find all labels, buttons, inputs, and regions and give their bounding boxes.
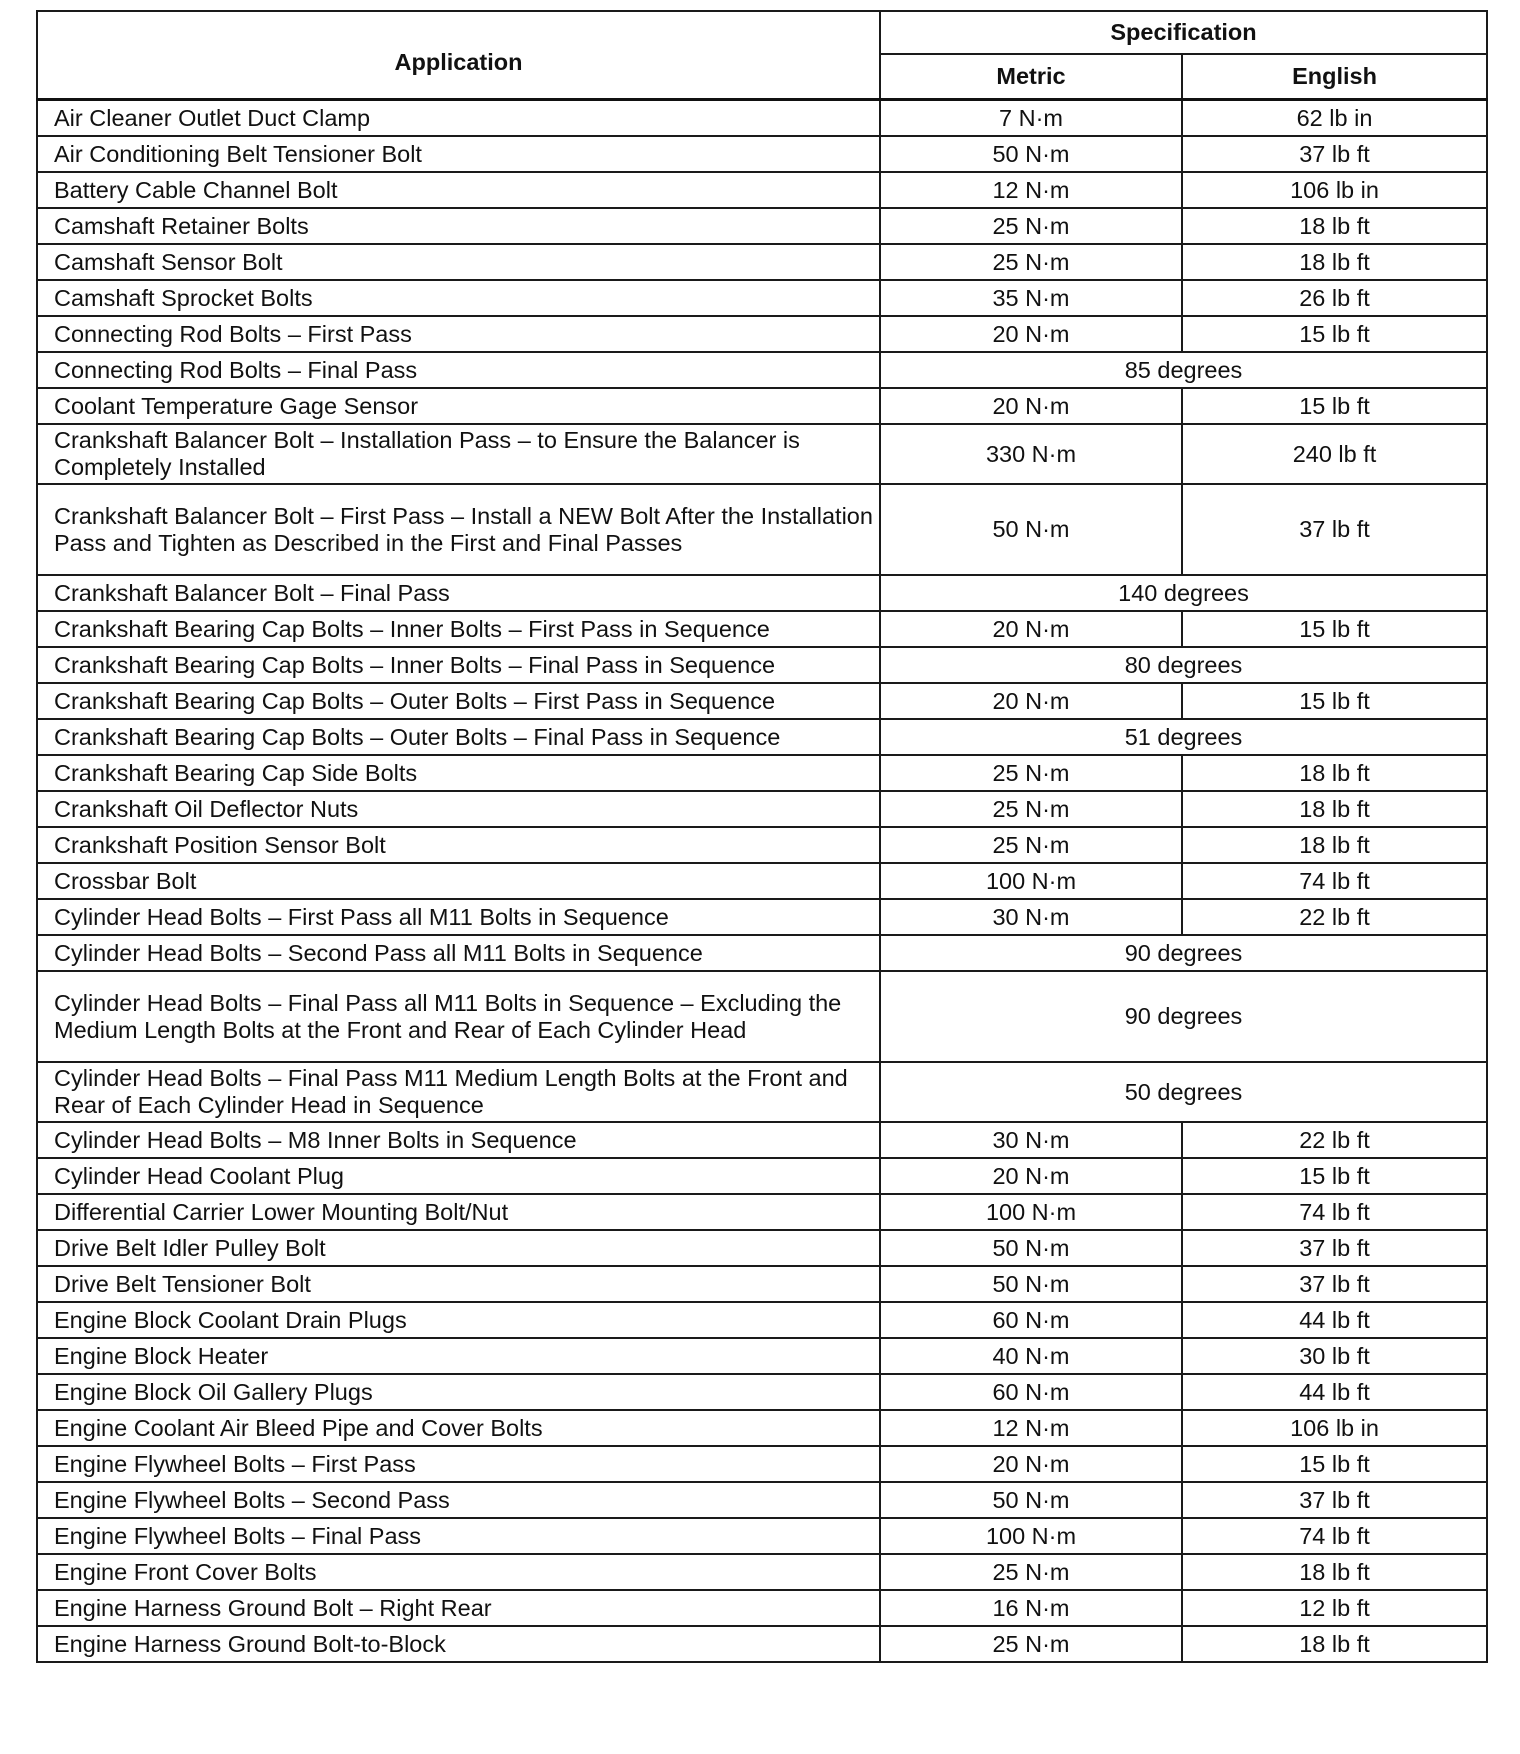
cell-english: 15 lb ft (1182, 316, 1487, 352)
cell-application: Cylinder Head Bolts – M8 Inner Bolts in Sequence (37, 1122, 880, 1158)
cell-english: 37 lb ft (1182, 1266, 1487, 1302)
cell-angle-spec: 51 degrees (880, 719, 1487, 755)
cell-metric: 20 N·m (880, 1158, 1182, 1194)
cell-application: Crankshaft Oil Deflector Nuts (37, 791, 880, 827)
cell-application: Air Cleaner Outlet Duct Clamp (37, 100, 880, 137)
table-row (37, 575, 1487, 611)
cell-metric: 100 N·m (880, 1518, 1182, 1554)
column-header-metric: Metric (880, 54, 1182, 99)
cell-application: Battery Cable Channel Bolt (37, 172, 880, 208)
table-header (37, 11, 1487, 100)
table-row (37, 755, 1487, 791)
cell-metric: 30 N·m (880, 1122, 1182, 1158)
cell-english: 18 lb ft (1182, 791, 1487, 827)
cell-metric: 20 N·m (880, 1446, 1182, 1482)
cell-english: 37 lb ft (1182, 136, 1487, 172)
cell-application: Camshaft Retainer Bolts (37, 208, 880, 244)
torque-spec-sheet (36, 10, 1486, 1663)
cell-english: 26 lb ft (1182, 280, 1487, 316)
cell-english: 15 lb ft (1182, 683, 1487, 719)
table-row (37, 971, 1487, 1062)
cell-application: Connecting Rod Bolts – First Pass (37, 316, 880, 352)
cell-metric: 100 N·m (880, 863, 1182, 899)
table-row (37, 1158, 1487, 1194)
table-row (37, 683, 1487, 719)
cell-application: Engine Flywheel Bolts – Second Pass (37, 1482, 880, 1518)
cell-metric: 60 N·m (880, 1302, 1182, 1338)
cell-application: Engine Block Coolant Drain Plugs (37, 1302, 880, 1338)
cell-application: Cylinder Head Coolant Plug (37, 1158, 880, 1194)
cell-english: 15 lb ft (1182, 1158, 1487, 1194)
cell-metric: 25 N·m (880, 244, 1182, 280)
cell-application: Engine Flywheel Bolts – Final Pass (37, 1518, 880, 1554)
cell-english: 18 lb ft (1182, 208, 1487, 244)
cell-english: 37 lb ft (1182, 1230, 1487, 1266)
cell-application: Cylinder Head Bolts – Second Pass all M11 Bolts in Sequence (37, 935, 880, 971)
cell-application: Engine Flywheel Bolts – First Pass (37, 1446, 880, 1482)
table-row (37, 1374, 1487, 1410)
table-row (37, 1230, 1487, 1266)
cell-application: Differential Carrier Lower Mounting Bolt/Nut (37, 1194, 880, 1230)
cell-english: 15 lb ft (1182, 388, 1487, 424)
cell-metric: 25 N·m (880, 1626, 1182, 1662)
table-row (37, 1410, 1487, 1446)
cell-english: 15 lb ft (1182, 611, 1487, 647)
cell-application: Crankshaft Balancer Bolt – Installation Pass – to Ensure the Balancer is Completely Installed (37, 424, 880, 484)
cell-application: Crankshaft Bearing Cap Bolts – Inner Bolts – Final Pass in Sequence (37, 647, 880, 683)
cell-application: Crossbar Bolt (37, 863, 880, 899)
cell-metric: 20 N·m (880, 388, 1182, 424)
cell-metric: 60 N·m (880, 1374, 1182, 1410)
table-row (37, 935, 1487, 971)
cell-angle-spec: 90 degrees (880, 971, 1487, 1062)
table-row (37, 244, 1487, 280)
cell-application: Cylinder Head Bolts – Final Pass M11 Medium Length Bolts at the Front and Rear of Each Cylinder Head in Sequence (37, 1062, 880, 1122)
table-row (37, 1518, 1487, 1554)
cell-angle-spec: 85 degrees (880, 352, 1487, 388)
table-row (37, 100, 1487, 137)
cell-english: 62 lb in (1182, 100, 1487, 137)
cell-english: 18 lb ft (1182, 1626, 1487, 1662)
cell-metric: 25 N·m (880, 827, 1182, 863)
cell-english: 74 lb ft (1182, 1518, 1487, 1554)
table-row (37, 1302, 1487, 1338)
table-row (37, 1626, 1487, 1662)
cell-application: Engine Harness Ground Bolt – Right Rear (37, 1590, 880, 1626)
table-row (37, 424, 1487, 484)
cell-metric: 25 N·m (880, 755, 1182, 791)
cell-metric: 20 N·m (880, 683, 1182, 719)
cell-english: 18 lb ft (1182, 244, 1487, 280)
table-row (37, 863, 1487, 899)
cell-metric: 50 N·m (880, 484, 1182, 575)
table-row (37, 719, 1487, 755)
table-row (37, 1590, 1487, 1626)
cell-angle-spec: 50 degrees (880, 1062, 1487, 1122)
column-header-english: English (1182, 54, 1487, 99)
cell-english: 18 lb ft (1182, 1554, 1487, 1590)
cell-metric: 12 N·m (880, 1410, 1182, 1446)
cell-english: 12 lb ft (1182, 1590, 1487, 1626)
cell-angle-spec: 90 degrees (880, 935, 1487, 971)
cell-english: 74 lb ft (1182, 1194, 1487, 1230)
cell-application: Air Conditioning Belt Tensioner Bolt (37, 136, 880, 172)
cell-english: 18 lb ft (1182, 827, 1487, 863)
column-header-specification: Specification (880, 11, 1487, 54)
cell-metric: 50 N·m (880, 136, 1182, 172)
cell-application: Crankshaft Balancer Bolt – Final Pass (37, 575, 880, 611)
cell-english: 22 lb ft (1182, 899, 1487, 935)
cell-application: Cylinder Head Bolts – Final Pass all M11 Bolts in Sequence – Excluding the Medium Length Bolts at the Front and Rear of Each Cylinder Head (37, 971, 880, 1062)
cell-application: Coolant Temperature Gage Sensor (37, 388, 880, 424)
table-row (37, 136, 1487, 172)
table-row (37, 388, 1487, 424)
cell-metric: 35 N·m (880, 280, 1182, 316)
cell-application: Crankshaft Bearing Cap Bolts – Outer Bolts – Final Pass in Sequence (37, 719, 880, 755)
table-row (37, 316, 1487, 352)
cell-metric: 12 N·m (880, 172, 1182, 208)
cell-application: Engine Block Oil Gallery Plugs (37, 1374, 880, 1410)
cell-english: 240 lb ft (1182, 424, 1487, 484)
cell-application: Cylinder Head Bolts – First Pass all M11 Bolts in Sequence (37, 899, 880, 935)
table-body (37, 100, 1487, 1663)
cell-metric: 50 N·m (880, 1230, 1182, 1266)
cell-application: Crankshaft Bearing Cap Bolts – Outer Bolts – First Pass in Sequence (37, 683, 880, 719)
cell-application: Crankshaft Bearing Cap Bolts – Inner Bolts – First Pass in Sequence (37, 611, 880, 647)
table-row (37, 1062, 1487, 1122)
cell-metric: 25 N·m (880, 791, 1182, 827)
cell-english: 18 lb ft (1182, 755, 1487, 791)
table-row (37, 899, 1487, 935)
cell-metric: 50 N·m (880, 1266, 1182, 1302)
cell-metric: 40 N·m (880, 1338, 1182, 1374)
cell-application: Drive Belt Idler Pulley Bolt (37, 1230, 880, 1266)
table-row (37, 280, 1487, 316)
cell-application: Connecting Rod Bolts – Final Pass (37, 352, 880, 388)
cell-application: Engine Front Cover Bolts (37, 1554, 880, 1590)
table-row (37, 1266, 1487, 1302)
cell-metric: 30 N·m (880, 899, 1182, 935)
table-row (37, 484, 1487, 575)
cell-english: 22 lb ft (1182, 1122, 1487, 1158)
cell-metric: 25 N·m (880, 1554, 1182, 1590)
table-row (37, 208, 1487, 244)
cell-application: Drive Belt Tensioner Bolt (37, 1266, 880, 1302)
cell-application: Camshaft Sprocket Bolts (37, 280, 880, 316)
table-row (37, 827, 1487, 863)
table-row (37, 611, 1487, 647)
cell-application: Engine Block Heater (37, 1338, 880, 1374)
cell-metric: 20 N·m (880, 316, 1182, 352)
table-row (37, 1338, 1487, 1374)
table-row (37, 1482, 1487, 1518)
cell-application: Crankshaft Bearing Cap Side Bolts (37, 755, 880, 791)
cell-english: 106 lb in (1182, 1410, 1487, 1446)
table-row (37, 1194, 1487, 1230)
cell-english: 44 lb ft (1182, 1374, 1487, 1410)
table-row (37, 647, 1487, 683)
table-row (37, 352, 1487, 388)
cell-metric: 25 N·m (880, 208, 1182, 244)
cell-application: Engine Coolant Air Bleed Pipe and Cover Bolts (37, 1410, 880, 1446)
cell-metric: 20 N·m (880, 611, 1182, 647)
cell-angle-spec: 140 degrees (880, 575, 1487, 611)
cell-application: Camshaft Sensor Bolt (37, 244, 880, 280)
cell-english: 30 lb ft (1182, 1338, 1487, 1374)
cell-application: Crankshaft Balancer Bolt – First Pass – Install a NEW Bolt After the Installation Pass and Tighten as Described in the First and Final Passes (37, 484, 880, 575)
cell-english: 44 lb ft (1182, 1302, 1487, 1338)
cell-metric: 7 N·m (880, 100, 1182, 137)
cell-application: Crankshaft Position Sensor Bolt (37, 827, 880, 863)
table-row (37, 1122, 1487, 1158)
cell-english: 15 lb ft (1182, 1446, 1487, 1482)
cell-metric: 330 N·m (880, 424, 1182, 484)
cell-english: 74 lb ft (1182, 863, 1487, 899)
cell-metric: 100 N·m (880, 1194, 1182, 1230)
table-row (37, 791, 1487, 827)
cell-english: 37 lb ft (1182, 484, 1487, 575)
torque-spec-table (36, 10, 1488, 1663)
cell-angle-spec: 80 degrees (880, 647, 1487, 683)
table-row (37, 1554, 1487, 1590)
cell-english: 106 lb in (1182, 172, 1487, 208)
cell-metric: 50 N·m (880, 1482, 1182, 1518)
table-row (37, 1446, 1487, 1482)
cell-english: 37 lb ft (1182, 1482, 1487, 1518)
cell-metric: 16 N·m (880, 1590, 1182, 1626)
cell-application: Engine Harness Ground Bolt-to-Block (37, 1626, 880, 1662)
table-row (37, 172, 1487, 208)
column-header-application: Application (37, 11, 880, 100)
